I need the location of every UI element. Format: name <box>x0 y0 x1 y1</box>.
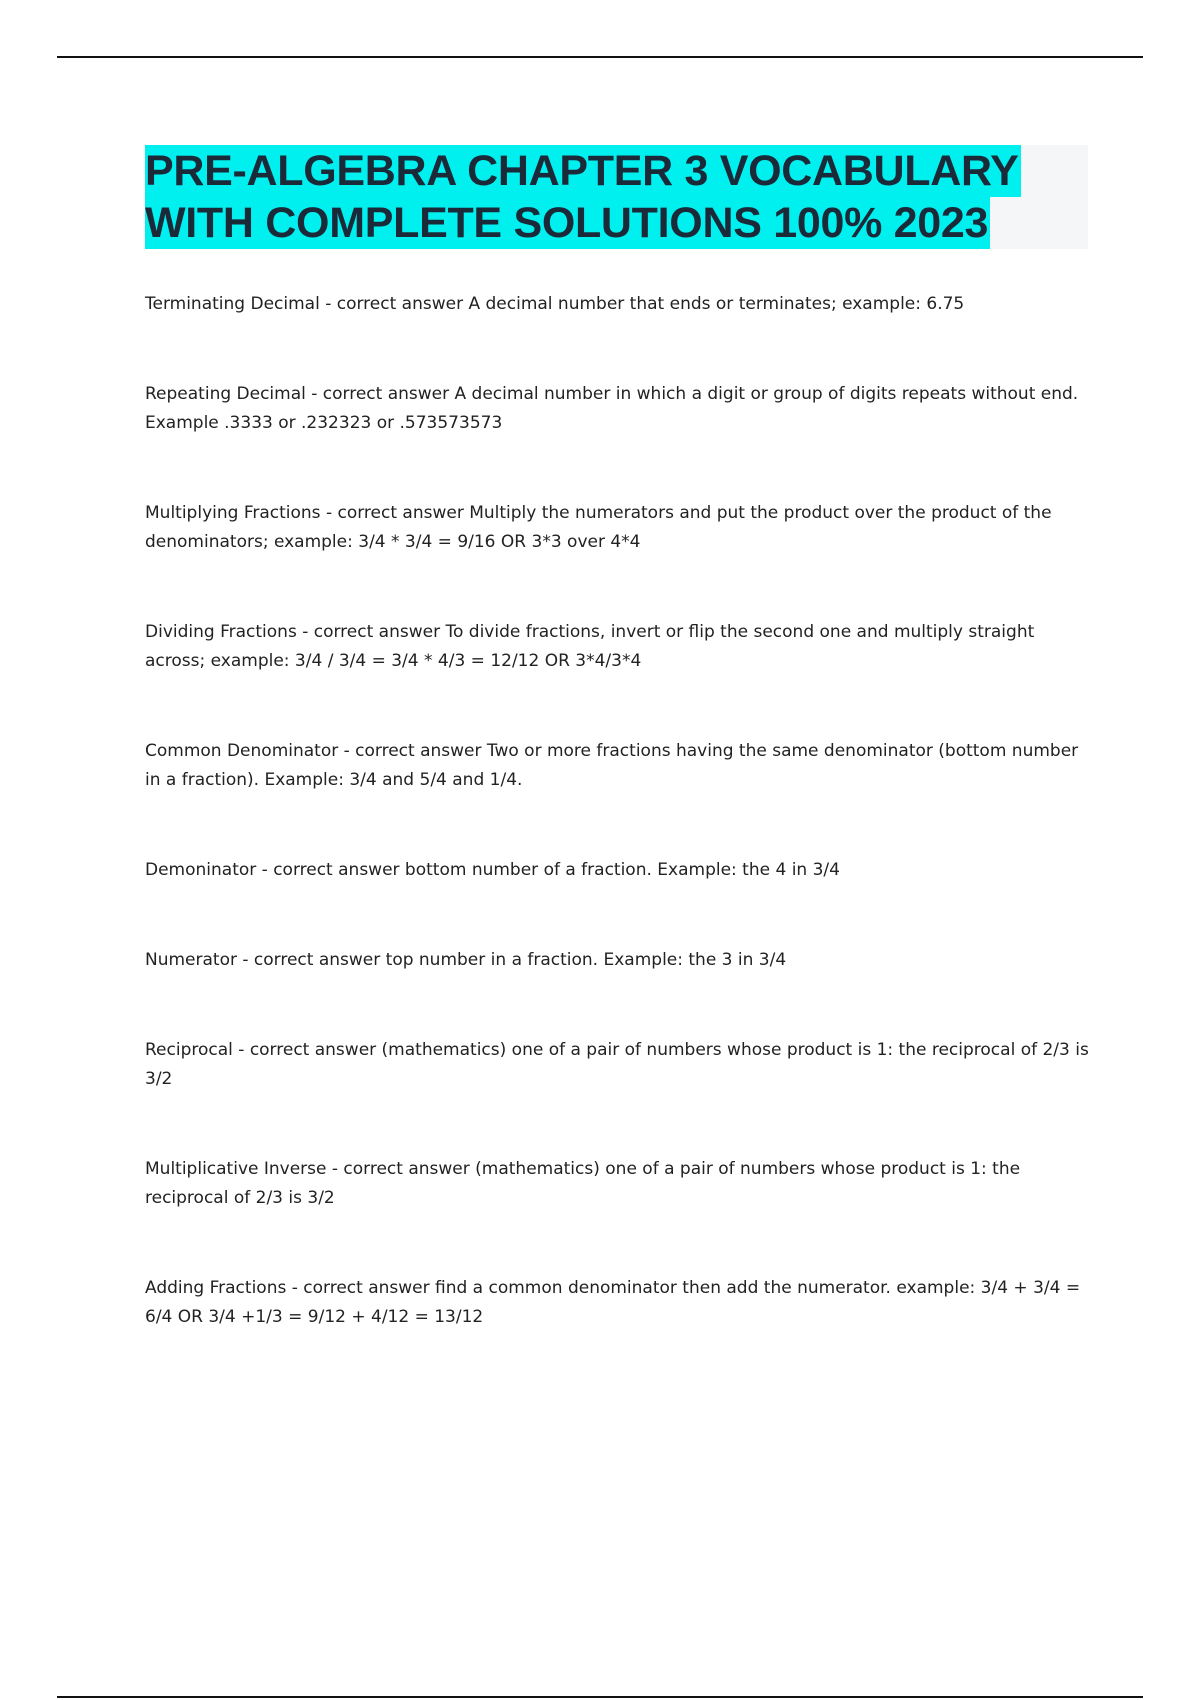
vocab-entry-dividing-fractions: Dividing Fractions - correct answer To divide fractions, invert or flip the second one and multiply straight across; example: 3/4 / 3/4 = 3/4 * 4/3 = 12/12 OR 3*4/3*4 <box>145 622 1035 671</box>
vocab-entry-multiplying-fractions: Multiplying Fractions - correct answer Multiply the numerators and put the product over the product of the denominators; example: 3/4 * 3/4 = 9/16 OR 3*3 over 4*4 <box>145 503 1052 552</box>
vocab-entry-common-denominator: Common Denominator - correct answer Two or more fractions having the same denominator (bottom number in a fraction). Example: 3/4 and 5/4 and 1/4. <box>145 741 1079 790</box>
vocab-entry-multiplicative-inverse: Multiplicative Inverse - correct answer (mathematics) one of a pair of numbers whose product is 1: the reciprocal of 2/3 is 3/2 <box>145 1159 1021 1208</box>
vocab-entry-adding-fractions: Adding Fractions - correct answer find a common denominator then add the numerator. example: 3/4 + 3/4 = 6/4 OR 3/4 +1/3 = 9/12 + 4/12 = 13/12 <box>145 1278 1081 1327</box>
page-title <box>145 145 1088 249</box>
vocab-entry-terminating-decimal: Terminating Decimal - correct answer A decimal number that ends or terminates; example: 6.75 <box>145 294 965 314</box>
page-title-line-2: WITH COMPLETE SOLUTIONS 100% 2023 <box>145 199 989 247</box>
vocab-entry-repeating-decimal: Repeating Decimal - correct answer A decimal number in which a digit or group of digits repeats without end. Example .3333 or .232323 or .573573573 <box>145 384 1079 433</box>
bottom-rule <box>57 1696 1143 1698</box>
title-block <box>145 145 1088 249</box>
vocabulary-list <box>145 290 1090 1393</box>
vocab-entry-numerator: Numerator - correct answer top number in a fraction. Example: the 3 in 3/4 <box>145 950 787 970</box>
page-title-line-1: PRE-ALGEBRA CHAPTER 3 VOCABULARY <box>145 147 1019 195</box>
top-rule <box>57 56 1143 58</box>
vocab-entry-denominator: Demoninator - correct answer bottom number of a fraction. Example: the 4 in 3/4 <box>145 860 840 880</box>
vocab-entry-reciprocal: Reciprocal - correct answer (mathematics) one of a pair of numbers whose product is 1: the reciprocal of 2/3 is 3/2 <box>145 1040 1089 1089</box>
